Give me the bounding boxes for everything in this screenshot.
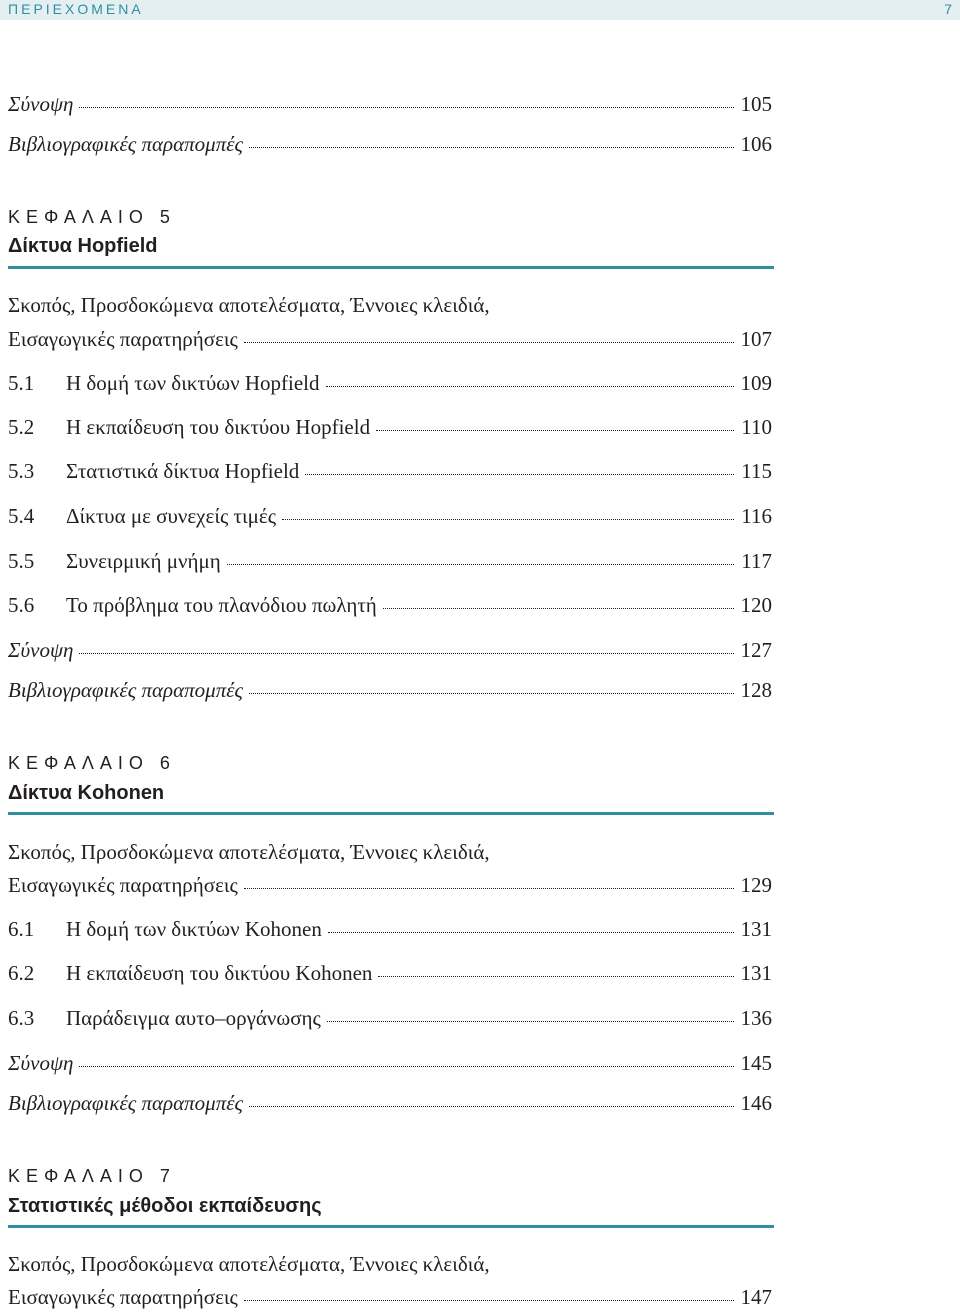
- toc-entry-5-3[interactable]: [8, 456, 772, 486]
- toc-entry-label: Στατιστικά δίκτυα Hopfield: [66, 459, 300, 483]
- section-number: 5.3: [8, 459, 35, 483]
- toc-entry-label: Παράδειγμα αυτο–οργάνωσης: [66, 1006, 321, 1030]
- toc-entry-page: 120: [740, 593, 772, 617]
- chapter-7-label: ΚΕΦΑΛΑΙΟ 7: [8, 1166, 176, 1186]
- toc-entry-6-2[interactable]: [8, 958, 772, 988]
- dot-leader: [79, 106, 734, 108]
- dot-leader: [227, 563, 734, 565]
- chapter-5-title: Δίκτυα Hopfield: [8, 235, 158, 257]
- toc-entry-page: 136: [740, 1006, 772, 1030]
- toc-entry-label: Βιβλιογραφικές παραπομπές: [8, 678, 244, 702]
- dot-leader: [328, 931, 734, 933]
- section-number: 5.4: [8, 504, 35, 528]
- chapter-5-rule: [8, 266, 774, 269]
- dot-leader: [327, 1020, 734, 1022]
- dot-leader: [376, 429, 734, 431]
- dot-leader: [249, 146, 734, 148]
- toc-entry-5-6[interactable]: [8, 590, 772, 620]
- dot-leader: [244, 1299, 734, 1301]
- toc-entry-label: Συνειρμική μνήμη: [66, 549, 221, 573]
- toc-entry-page: 129: [740, 873, 772, 897]
- toc-entry-ch6-summary[interactable]: [8, 1048, 772, 1078]
- chapter-6-label: ΚΕΦΑΛΑΙΟ 6: [8, 753, 176, 773]
- section-number: 5.5: [8, 549, 35, 573]
- toc-entry-summary[interactable]: [8, 89, 772, 119]
- toc-entry-label: Δίκτυα με συνεχείς τιμές: [66, 504, 277, 528]
- toc-entry-page: 117: [741, 549, 772, 573]
- dot-leader: [305, 473, 734, 475]
- chapter-6-intro-entry[interactable]: [8, 870, 772, 900]
- chapter-7-intro-entry[interactable]: [8, 1282, 772, 1312]
- dot-leader: [244, 887, 734, 889]
- section-number: 6.3: [8, 1006, 35, 1030]
- dot-leader: [79, 1065, 734, 1067]
- toc-entry-6-3[interactable]: [8, 1003, 772, 1033]
- toc-entry-label: Βιβλιογραφικές παραπομπές: [8, 1091, 244, 1115]
- toc-entry-page: 131: [740, 961, 772, 985]
- chapter-5-intro-entry[interactable]: [8, 324, 772, 354]
- toc-entry-5-1[interactable]: [8, 368, 772, 398]
- toc-entry-5-2[interactable]: [8, 412, 772, 442]
- toc-entry-label: Η εκπαίδευση του δικτύου Hopfield: [66, 415, 371, 439]
- dot-leader: [326, 385, 735, 387]
- toc-entry-6-1[interactable]: [8, 914, 772, 944]
- toc-entry-page: 147: [740, 1285, 772, 1309]
- dot-leader: [282, 518, 734, 520]
- toc-entry-5-5[interactable]: [8, 546, 772, 576]
- chapter-5-label: ΚΕΦΑΛΑΙΟ 5: [8, 207, 176, 227]
- toc-entry-references[interactable]: [8, 129, 772, 159]
- running-header-title: ΠΕΡΙΕΧΟΜΕΝΑ: [8, 1, 144, 17]
- toc-entry-label: Σύνοψη: [8, 92, 74, 116]
- toc-entry-label: Βιβλιογραφικές παραπομπές: [8, 132, 244, 156]
- section-number: 5.2: [8, 415, 35, 439]
- toc-entry-page: 128: [740, 678, 772, 702]
- chapter-7-rule: [8, 1225, 774, 1228]
- toc-entry-label: Το πρόβλημα του πλανόδιου πωλητή: [66, 593, 377, 617]
- toc-entry-label: Σύνοψη: [8, 1051, 74, 1075]
- toc-entry-page: 105: [740, 92, 772, 116]
- page-number: 7: [944, 1, 952, 17]
- chapter-6-title: Δίκτυα Kohonen: [8, 782, 165, 804]
- toc-entry-ch5-summary[interactable]: [8, 635, 772, 665]
- toc-entry-label: Εισαγωγικές παρατηρήσεις: [8, 1285, 238, 1309]
- toc-entry-page: 107: [740, 327, 772, 351]
- section-number: 5.1: [8, 371, 35, 395]
- chapter-5-intro-line1: Σκοπός, Προσδοκώμενα αποτελέσματα, Έννοιες κλειδιά,: [8, 293, 490, 317]
- chapter-6-rule: [8, 812, 774, 815]
- toc-entry-label: Η δομή των δικτύων Kohonen: [66, 917, 322, 941]
- dot-leader: [249, 1105, 734, 1107]
- chapter-7-intro-line1: Σκοπός, Προσδοκώμενα αποτελέσματα, Έννοιες κλειδιά,: [8, 1252, 490, 1276]
- dot-leader: [249, 692, 734, 694]
- toc-entry-page: 146: [740, 1091, 772, 1115]
- toc-entry-page: 106: [740, 132, 772, 156]
- toc-entry-label: Η εκπαίδευση του δικτύου Kohonen: [66, 961, 373, 985]
- section-number: 6.2: [8, 961, 35, 985]
- toc-entry-5-4[interactable]: [8, 501, 772, 531]
- chapter-6-intro-line1: Σκοπός, Προσδοκώμενα αποτελέσματα, Έννοιες κλειδιά,: [8, 840, 490, 864]
- toc-entry-label: Εισαγωγικές παρατηρήσεις: [8, 873, 238, 897]
- dot-leader: [244, 341, 734, 343]
- section-number: 6.1: [8, 917, 35, 941]
- toc-entry-ch6-references[interactable]: [8, 1088, 772, 1118]
- toc-entry-page: 115: [741, 459, 772, 483]
- toc-entry-ch5-references[interactable]: [8, 675, 772, 705]
- toc-entry-page: 109: [740, 371, 772, 395]
- dot-leader: [79, 652, 734, 654]
- toc-entry-page: 131: [740, 917, 772, 941]
- chapter-7-title: Στατιστικές μέθοδοι εκπαίδευσης: [8, 1195, 322, 1217]
- toc-entry-page: 145: [740, 1051, 772, 1075]
- toc-entry-label: Εισαγωγικές παρατηρήσεις: [8, 327, 238, 351]
- section-number: 5.6: [8, 593, 35, 617]
- toc-entry-label: Η δομή των δικτύων Hopfield: [66, 371, 320, 395]
- dot-leader: [378, 975, 734, 977]
- toc-entry-page: 116: [741, 504, 772, 528]
- toc-entry-page: 127: [740, 638, 772, 662]
- toc-entry-label: Σύνοψη: [8, 638, 74, 662]
- dot-leader: [383, 607, 734, 609]
- toc-entry-page: 110: [741, 415, 772, 439]
